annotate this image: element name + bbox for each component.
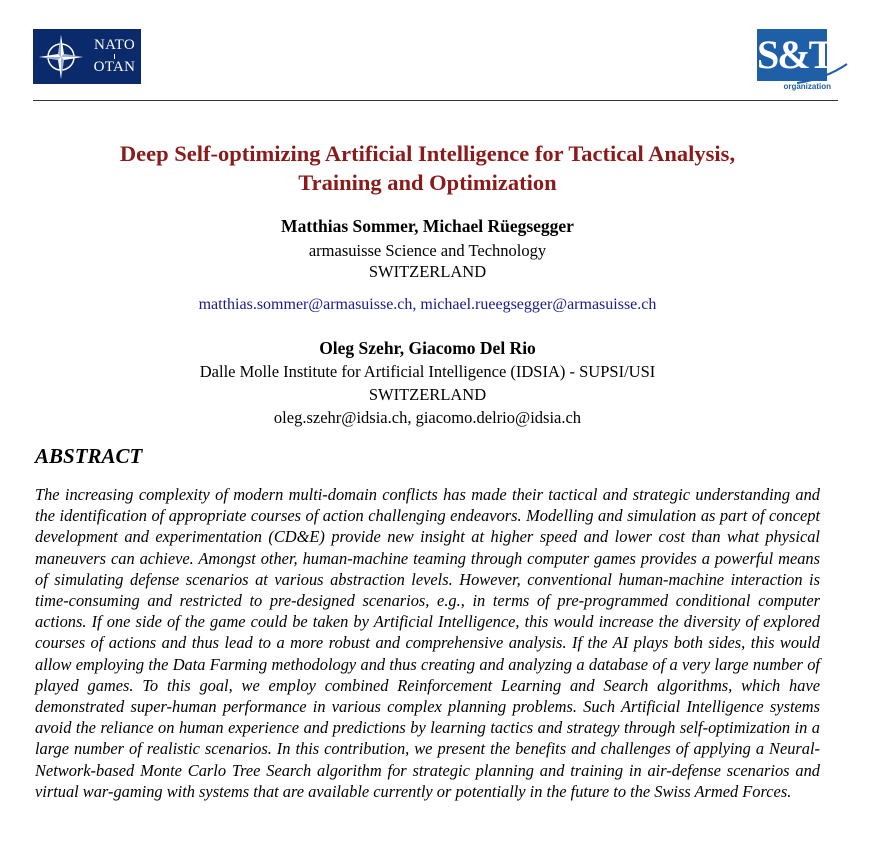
emails-group-1[interactable]: matthias.sommer@armasuisse.ch, michael.rueegsegger@armasuisse.ch <box>198 296 657 313</box>
st-logo-mark: S&T <box>757 29 827 81</box>
otan-label: OTAN <box>93 59 136 75</box>
paper-title <box>0 139 855 197</box>
authors-group-2: Oleg Szehr, Giacomo Del Rio <box>319 338 536 358</box>
affiliation-2: Dalle Molle Institute for Artificial Intelligence (IDSIA) - SUPSI/USI <box>199 362 656 381</box>
abstract-text: The increasing complexity of modern multi-domain conflicts has made their tactical and strategic understanding and the identification of appropriate courses of action challenging endeavors. Modelling and simulation as part of concept development and experimentation (CD&E) provide new insight at higher speed and lower cost than what physical maneuvers can achieve. Amongst other, human-machine teaming through computer games provides a powerful means of simulating defense scenarios at various abstraction levels. However, conventional human-machine interaction is time-consuming and restricted to pre-designed scenarios, e.g., in terms of pre-programmed conditional computer actions. If one side of the game could be taken by Artificial Intelligence, this would increase the diversity of explored courses of actions and thus lead to a more robust and comprehensive analysis. If the AI plays both sides, this would allow employing the Data Farming methodology and thus creating and analyzing a database of a very large number of played games. To this goal, we employ combined Reinforcement Learning and Search algorithms, which have demonstrated super-human performance in various complex planning problems. Such Artificial Intelligence systems avoid the reliance on human experience and predictions by learning tactics and strategy through self-optimization in a large number of realistic scenarios. In this contribution, we present the benefits and challenges of applying a Neural-Network-based Monte Carlo Tree Search algorithm for strategic planning and training in air-defense scenarios and virtual war-gaming with systems that are available currently or potentially in the future to the Swiss Armed Forces. <box>35 485 820 801</box>
nato-compass-star-icon <box>33 29 88 84</box>
title-line-1: Deep Self-optimizing Artificial Intelligence for Tactical Analysis, <box>119 141 736 166</box>
nato-logo-text <box>88 37 141 76</box>
st-organization-logo <box>757 29 849 95</box>
abstract-heading: ABSTRACT <box>35 444 143 468</box>
affiliation-1: armasuisse Science and Technology <box>308 241 547 260</box>
nato-otan-logo <box>33 29 141 84</box>
authors-group-1: Matthias Sommer, Michael Rüegsegger <box>281 216 574 236</box>
header-divider <box>33 100 838 101</box>
emails-group-2: oleg.szehr@idsia.ch, giacomo.delrio@idsia.ch <box>273 408 582 427</box>
nato-label: NATO <box>94 37 135 53</box>
st-logo-caption: organization <box>783 82 831 91</box>
country-2: SWITZERLAND <box>368 385 487 404</box>
title-line-2: Training and Optimization <box>298 170 557 195</box>
country-1: SWITZERLAND <box>368 262 487 281</box>
